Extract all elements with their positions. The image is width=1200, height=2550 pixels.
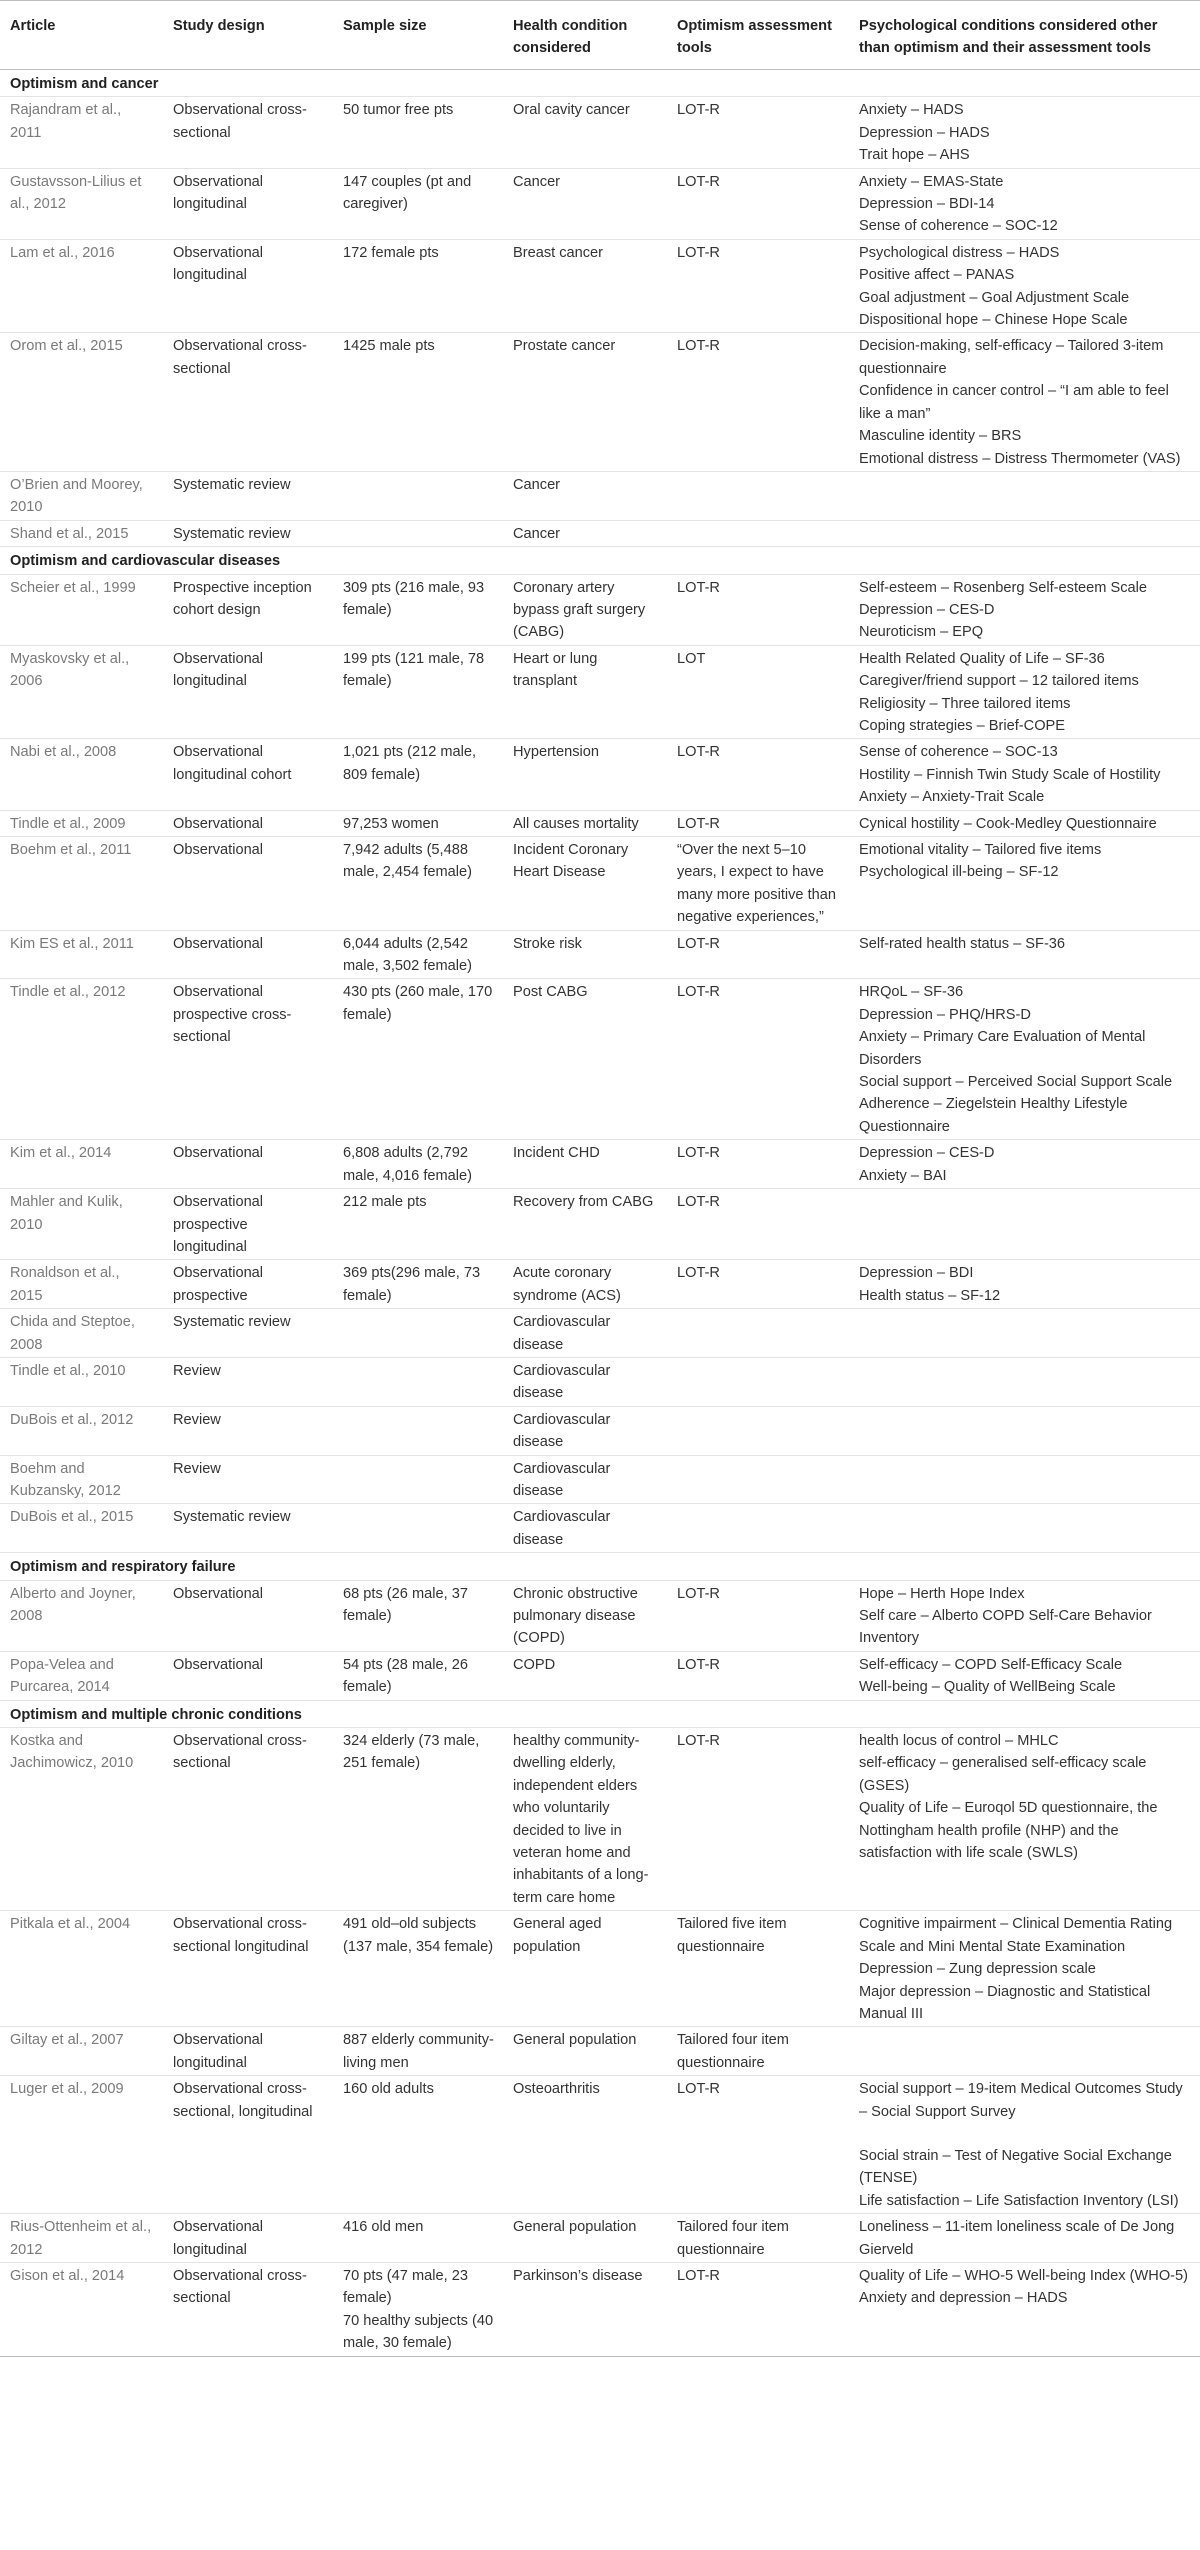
- cell-optimism-tool: LOT-R: [667, 333, 849, 471]
- table-row: [0, 1260, 1200, 1309]
- cell-health-condition: Chronic obstructive pulmonary disease (COPD): [503, 1580, 667, 1651]
- psych-item: Cognitive impairment – Clinical Dementia Rating Scale and Mini Mental State Examination: [859, 1916, 1173, 1955]
- cell-article: Scheier et al., 1999: [0, 574, 163, 645]
- cell-psychological-conditions: [849, 1580, 1200, 1651]
- header-row: [0, 1, 1200, 70]
- cell-article: Kim ES et al., 2011: [0, 930, 163, 979]
- cell-health-condition: Cancer: [503, 471, 667, 520]
- psych-item: Depression – CES-D: [859, 1145, 995, 1162]
- cell-optimism-tool: LOT-R: [667, 1580, 849, 1651]
- table-row: [0, 837, 1200, 931]
- cell-study-design: Observational cross-sectional: [163, 333, 333, 471]
- header-optimism-tools: Optimism assessment tools: [667, 1, 849, 70]
- cell-article: Pitkala et al., 2004: [0, 1911, 163, 2027]
- cell-study-design: Observational: [163, 810, 333, 836]
- psych-item: Religiosity – Three tailored items: [859, 695, 1071, 712]
- section-title: Optimism and cardiovascular diseases: [0, 547, 1200, 574]
- table-row: [0, 239, 1200, 333]
- cell-article: Rius-Ottenheim et al., 2012: [0, 2214, 163, 2263]
- cell-psychological-conditions: [849, 1309, 1200, 1358]
- cell-article: Tindle et al., 2010: [0, 1357, 163, 1406]
- table-row: [0, 1140, 1200, 1189]
- cell-optimism-tool: [667, 1357, 849, 1406]
- psych-item: health locus of control – MHLC: [859, 1733, 1059, 1750]
- cell-study-design: Observational cross-sectional: [163, 1728, 333, 1911]
- cell-sample-size: [333, 1309, 503, 1358]
- cell-article: Popa-Velea and Purcarea, 2014: [0, 1651, 163, 1700]
- cell-article: Ronaldson et al., 2015: [0, 1260, 163, 1309]
- header-article: Article: [0, 1, 163, 70]
- cell-sample-size: [333, 1504, 503, 1553]
- cell-health-condition: Cardiovascular disease: [503, 1406, 667, 1455]
- cell-article: Boehm and Kubzansky, 2012: [0, 1455, 163, 1504]
- psych-item: Health status – SF-12: [859, 1287, 1001, 1304]
- psych-item: Decision-making, self-efficacy – Tailored 3-item questionnaire: [859, 338, 1164, 377]
- cell-health-condition: Coronary artery bypass graft surgery (CABG): [503, 574, 667, 645]
- cell-sample-size: 1,021 pts (212 male, 809 female): [333, 739, 503, 810]
- cell-health-condition: Post CABG: [503, 979, 667, 1140]
- cell-health-condition: COPD: [503, 1651, 667, 1700]
- table-row: [0, 1189, 1200, 1260]
- cell-optimism-tool: LOT-R: [667, 239, 849, 333]
- cell-study-design: Observational cross-sectional: [163, 97, 333, 168]
- psych-item: self-efficacy – generalised self-efficacy scale (GSES): [859, 1755, 1147, 1794]
- cell-study-design: Observational prospective cross-sectional: [163, 979, 333, 1140]
- table-row: [0, 1728, 1200, 1911]
- table-row: [0, 168, 1200, 239]
- cell-psychological-conditions: [849, 333, 1200, 471]
- psych-item: Depression – CES-D: [859, 601, 995, 618]
- cell-study-design: Review: [163, 1357, 333, 1406]
- table-row: [0, 97, 1200, 168]
- cell-health-condition: All causes mortality: [503, 810, 667, 836]
- cell-study-design: Prospective inception cohort design: [163, 574, 333, 645]
- psych-item: Goal adjustment – Goal Adjustment Scale: [859, 289, 1130, 306]
- cell-study-design: Observational prospective: [163, 1260, 333, 1309]
- cell-psychological-conditions: [849, 2076, 1200, 2214]
- table-row: [0, 1580, 1200, 1651]
- cell-study-design: Observational prospective longitudinal: [163, 1189, 333, 1260]
- table-row: [0, 333, 1200, 471]
- cell-health-condition: General aged population: [503, 1911, 667, 2027]
- table-row: [0, 1504, 1200, 1553]
- section-title: Optimism and multiple chronic conditions: [0, 1700, 1200, 1727]
- cell-optimism-tool: LOT-R: [667, 168, 849, 239]
- cell-sample-size: 160 old adults: [333, 2076, 503, 2214]
- cell-optimism-tool: LOT-R: [667, 1728, 849, 1911]
- cell-article: Kim et al., 2014: [0, 1140, 163, 1189]
- cell-sample-size: 68 pts (26 male, 37 female): [333, 1580, 503, 1651]
- cell-sample-size: 324 elderly (73 male, 251 female): [333, 1728, 503, 1911]
- table-row: [0, 2076, 1200, 2214]
- psych-item: Loneliness – 11-item loneliness scale of De Jong Gierveld: [859, 2219, 1175, 2258]
- table-row: [0, 810, 1200, 836]
- psych-item: HRQoL – SF-36: [859, 984, 964, 1001]
- cell-optimism-tool: [667, 1504, 849, 1553]
- cell-article: Nabi et al., 2008: [0, 739, 163, 810]
- cell-psychological-conditions: [849, 979, 1200, 1140]
- cell-sample-size-line: 70 healthy subjects (40 male, 30 female): [343, 2312, 494, 2352]
- header-health-condition: Health condition considered: [503, 1, 667, 70]
- cell-study-design: Observational cross-sectional: [163, 2262, 333, 2356]
- cell-psychological-conditions: [849, 168, 1200, 239]
- cell-optimism-tool: [667, 520, 849, 546]
- header-psychological-conditions: Psychological conditions considered other than optimism and their assessment tools: [849, 1, 1200, 70]
- psych-item: Emotional distress – Distress Thermometer (VAS): [859, 450, 1181, 467]
- cell-psychological-conditions: [849, 1455, 1200, 1504]
- cell-article: Gustavsson-Lilius et al., 2012: [0, 168, 163, 239]
- psych-item: Depression – HADS: [859, 124, 990, 141]
- header-study-design: Study design: [163, 1, 333, 70]
- cell-sample-size: 212 male pts: [333, 1189, 503, 1260]
- cell-psychological-conditions: [849, 837, 1200, 931]
- cell-optimism-tool: LOT-R: [667, 97, 849, 168]
- cell-study-design: Review: [163, 1406, 333, 1455]
- cell-optimism-tool: LOT-R: [667, 979, 849, 1140]
- cell-psychological-conditions: [849, 930, 1200, 979]
- cell-psychological-conditions: [849, 2214, 1200, 2263]
- cell-sample-size-line: 70 pts (47 male, 23 female): [343, 2267, 468, 2307]
- cell-sample-size: 369 pts(296 male, 73 female): [333, 1260, 503, 1309]
- cell-psychological-conditions: [849, 471, 1200, 520]
- cell-sample-size: 6,044 adults (2,542 male, 3,502 female): [333, 930, 503, 979]
- psych-item: Social strain – Test of Negative Social Exchange (TENSE): [859, 2147, 1172, 2187]
- table-row: [0, 2027, 1200, 2076]
- psych-item: Anxiety – BAI: [859, 1167, 947, 1184]
- cell-optimism-tool: LOT-R: [667, 1140, 849, 1189]
- cell-article: DuBois et al., 2015: [0, 1504, 163, 1553]
- cell-study-design: Systematic review: [163, 520, 333, 546]
- psych-item: Depression – Zung depression scale: [859, 1961, 1096, 1978]
- cell-sample-size: 430 pts (260 male, 170 female): [333, 979, 503, 1140]
- cell-study-design: Observational: [163, 1580, 333, 1651]
- psych-item: Quality of Life – WHO-5 Well-being Index (WHO-5): [859, 2267, 1189, 2284]
- cell-sample-size: 887 elderly community-living men: [333, 2027, 503, 2076]
- cell-study-design: Observational longitudinal: [163, 168, 333, 239]
- cell-health-condition: Cancer: [503, 520, 667, 546]
- cell-health-condition: Cardiovascular disease: [503, 1455, 667, 1504]
- cell-psychological-conditions: [849, 520, 1200, 546]
- psych-item: Well-being – Quality of WellBeing Scale: [859, 1679, 1116, 1696]
- cell-health-condition: General population: [503, 2214, 667, 2263]
- cell-optimism-tool: Tailored five item questionnaire: [667, 1911, 849, 2027]
- section-row: [0, 547, 1200, 574]
- cell-article: Lam et al., 2016: [0, 239, 163, 333]
- cell-psychological-conditions: [849, 810, 1200, 836]
- psych-item: Social support – 19-item Medical Outcomes Study – Social Support Survey: [859, 2081, 1183, 2120]
- section-title: Optimism and cancer: [0, 70, 1200, 97]
- cell-article: Tindle et al., 2012: [0, 979, 163, 1140]
- cell-study-design: Observational: [163, 837, 333, 931]
- psych-item: Self-esteem – Rosenberg Self-esteem Scale: [859, 579, 1147, 596]
- cell-health-condition: Recovery from CABG: [503, 1189, 667, 1260]
- psych-item: Trait hope – AHS: [859, 147, 970, 164]
- cell-optimism-tool: [667, 1455, 849, 1504]
- cell-psychological-conditions: [849, 1357, 1200, 1406]
- cell-study-design: Observational longitudinal: [163, 645, 333, 739]
- cell-article: Kostka and Jachimowicz, 2010: [0, 1728, 163, 1911]
- psych-item: Self-rated health status – SF-36: [859, 935, 1066, 952]
- cell-sample-size: 491 old–old subjects (137 male, 354 female): [333, 1911, 503, 2027]
- psych-item: Anxiety – EMAS-State: [859, 173, 1004, 190]
- cell-sample-size: 54 pts (28 male, 26 female): [333, 1651, 503, 1700]
- psych-item: Sense of coherence – SOC-12: [859, 218, 1058, 235]
- cell-article: Gison et al., 2014: [0, 2262, 163, 2356]
- cell-optimism-tool: [667, 1309, 849, 1358]
- cell-health-condition: Acute coronary syndrome (ACS): [503, 1260, 667, 1309]
- table-row: [0, 645, 1200, 739]
- table-row: [0, 574, 1200, 645]
- cell-study-design: Systematic review: [163, 471, 333, 520]
- cell-health-condition: healthy community-dwelling elderly, independent elders who voluntarily decided to live in veteran home and inhabitants of a long-term care home: [503, 1728, 667, 1911]
- psych-item: Caregiver/friend support – 12 tailored items: [859, 673, 1139, 690]
- cell-article: Myaskovsky et al., 2006: [0, 645, 163, 739]
- cell-article: Chida and Steptoe, 2008: [0, 1309, 163, 1358]
- table-header: [0, 1, 1200, 70]
- table-row: [0, 2214, 1200, 2263]
- psych-item: Self-efficacy – COPD Self-Efficacy Scale: [859, 1656, 1123, 1673]
- table-row: [0, 1309, 1200, 1358]
- table-body: [0, 70, 1200, 2357]
- cell-sample-size: 1425 male pts: [333, 333, 503, 471]
- psych-item: Life satisfaction – Life Satisfaction Inventory (LSI): [859, 2192, 1179, 2209]
- psych-item: Psychological distress – HADS: [859, 244, 1060, 261]
- table-row: [0, 739, 1200, 810]
- cell-article: Giltay et al., 2007: [0, 2027, 163, 2076]
- cell-article: Luger et al., 2009: [0, 2076, 163, 2214]
- cell-optimism-tool: LOT-R: [667, 574, 849, 645]
- cell-sample-size: [333, 471, 503, 520]
- cell-health-condition: Hypertension: [503, 739, 667, 810]
- psych-item: Anxiety and depression – HADS: [859, 2290, 1068, 2307]
- cell-study-design: Systematic review: [163, 1309, 333, 1358]
- cell-psychological-conditions: [849, 2027, 1200, 2076]
- cell-health-condition: Cardiovascular disease: [503, 1309, 667, 1358]
- psych-item: Health Related Quality of Life – SF-36: [859, 650, 1105, 667]
- cell-article: Tindle et al., 2009: [0, 810, 163, 836]
- cell-sample-size: [333, 520, 503, 546]
- psych-item: Depression – BDI: [859, 1265, 974, 1282]
- table-row: [0, 1911, 1200, 2027]
- cell-study-design: Observational: [163, 1140, 333, 1189]
- cell-optimism-tool: LOT-R: [667, 930, 849, 979]
- cell-article: Boehm et al., 2011: [0, 837, 163, 931]
- cell-optimism-tool: LOT-R: [667, 1260, 849, 1309]
- cell-sample-size: [333, 1406, 503, 1455]
- cell-optimism-tool: [667, 471, 849, 520]
- psych-item: Neuroticism – EPQ: [859, 624, 984, 641]
- cell-article: DuBois et al., 2012: [0, 1406, 163, 1455]
- cell-study-design: Observational: [163, 930, 333, 979]
- cell-sample-size: [333, 2262, 503, 2356]
- cell-study-design: Observational longitudinal: [163, 2214, 333, 2263]
- cell-psychological-conditions: [849, 2262, 1200, 2356]
- cell-optimism-tool: LOT-R: [667, 2262, 849, 2356]
- cell-psychological-conditions: [849, 97, 1200, 168]
- cell-sample-size: 309 pts (216 male, 93 female): [333, 574, 503, 645]
- cell-psychological-conditions: [849, 1260, 1200, 1309]
- section-row: [0, 1553, 1200, 1580]
- cell-optimism-tool: LOT-R: [667, 1189, 849, 1260]
- cell-health-condition: Incident CHD: [503, 1140, 667, 1189]
- table-row: [0, 979, 1200, 1140]
- section-title: Optimism and respiratory failure: [0, 1553, 1200, 1580]
- cell-optimism-tool: LOT-R: [667, 1651, 849, 1700]
- section-row: [0, 1700, 1200, 1727]
- table-row: [0, 1651, 1200, 1700]
- cell-study-design: Observational: [163, 1651, 333, 1700]
- cell-study-design: Observational longitudinal cohort: [163, 739, 333, 810]
- cell-article: Orom et al., 2015: [0, 333, 163, 471]
- psych-item: Hope – Herth Hope Index: [859, 1585, 1025, 1602]
- cell-health-condition: Incident Coronary Heart Disease: [503, 837, 667, 931]
- psych-item: Coping strategies – Brief-COPE: [859, 717, 1066, 734]
- table-row: [0, 471, 1200, 520]
- psych-item: Depression – PHQ/HRS-D: [859, 1006, 1031, 1023]
- cell-psychological-conditions: [849, 1504, 1200, 1553]
- cell-study-design: Review: [163, 1455, 333, 1504]
- cell-optimism-tool: Tailored four item questionnaire: [667, 2214, 849, 2263]
- psych-item: Anxiety – HADS: [859, 102, 964, 119]
- cell-sample-size: 172 female pts: [333, 239, 503, 333]
- cell-psychological-conditions: [849, 1651, 1200, 1700]
- cell-psychological-conditions: [849, 1140, 1200, 1189]
- table-row: [0, 1406, 1200, 1455]
- cell-sample-size: 50 tumor free pts: [333, 97, 503, 168]
- cell-study-design: Observational longitudinal: [163, 239, 333, 333]
- cell-sample-size: 6,808 adults (2,792 male, 4,016 female): [333, 1140, 503, 1189]
- cell-sample-size: [333, 1455, 503, 1504]
- cell-optimism-tool: Tailored four item questionnaire: [667, 2027, 849, 2076]
- cell-sample-size: 147 couples (pt and caregiver): [333, 168, 503, 239]
- cell-health-condition: Cardiovascular disease: [503, 1357, 667, 1406]
- cell-optimism-tool: LOT-R: [667, 739, 849, 810]
- psych-item: Confidence in cancer control – “I am able to feel like a man”: [859, 383, 1169, 422]
- table-row: [0, 930, 1200, 979]
- cell-health-condition: Prostate cancer: [503, 333, 667, 471]
- cell-health-condition: Stroke risk: [503, 930, 667, 979]
- cell-psychological-conditions: [849, 645, 1200, 739]
- cell-health-condition: Cancer: [503, 168, 667, 239]
- cell-sample-size: 7,942 adults (5,488 male, 2,454 female): [333, 837, 503, 931]
- cell-health-condition: Parkinson’s disease: [503, 2262, 667, 2356]
- cell-article: Shand et al., 2015: [0, 520, 163, 546]
- psych-item: Depression – BDI-14: [859, 196, 995, 213]
- cell-sample-size: 97,253 women: [333, 810, 503, 836]
- psych-item: Masculine identity – BRS: [859, 428, 1022, 445]
- cell-health-condition: Breast cancer: [503, 239, 667, 333]
- cell-study-design: Observational cross-sectional, longitudinal: [163, 2076, 333, 2214]
- psych-item: Positive affect – PANAS: [859, 267, 1015, 284]
- cell-study-design: Observational longitudinal: [163, 2027, 333, 2076]
- cell-health-condition: General population: [503, 2027, 667, 2076]
- cell-psychological-conditions: [849, 1728, 1200, 1911]
- psych-item: Anxiety – Anxiety-Trait Scale: [859, 789, 1045, 806]
- cell-psychological-conditions: [849, 739, 1200, 810]
- cell-study-design: Systematic review: [163, 1504, 333, 1553]
- cell-sample-size: [333, 1357, 503, 1406]
- cell-psychological-conditions: [849, 239, 1200, 333]
- cell-article: Alberto and Joyner, 2008: [0, 1580, 163, 1651]
- cell-psychological-conditions: [849, 574, 1200, 645]
- psych-item: Hostility – Finnish Twin Study Scale of Hostility: [859, 766, 1161, 783]
- psych-item: Emotional vitality – Tailored five items: [859, 842, 1102, 858]
- psych-item: Dispositional hope – Chinese Hope Scale: [859, 312, 1128, 329]
- cell-sample-size: 199 pts (121 male, 78 female): [333, 645, 503, 739]
- cell-psychological-conditions: [849, 1911, 1200, 2027]
- psych-item: Social support – Perceived Social Support Scale: [859, 1074, 1173, 1091]
- cell-health-condition: Heart or lung transplant: [503, 645, 667, 739]
- psych-item: Psychological ill-being – SF-12: [859, 864, 1059, 881]
- table-row: [0, 1357, 1200, 1406]
- cell-sample-size: 416 old men: [333, 2214, 503, 2263]
- cell-health-condition: Cardiovascular disease: [503, 1504, 667, 1553]
- section-row: [0, 70, 1200, 97]
- table-row: [0, 1455, 1200, 1504]
- psych-item: Adherence – Ziegelstein Healthy Lifestyle Questionnaire: [859, 1096, 1128, 1135]
- table-row: [0, 2262, 1200, 2356]
- psych-item: Quality of Life – Euroqol 5D questionnaire, the Nottingham health profile (NHP) and the satisfaction with life scale (SWLS): [859, 1800, 1158, 1862]
- psych-item: Self care – Alberto COPD Self-Care Behavior Inventory: [859, 1608, 1152, 1647]
- psych-item: Anxiety – Primary Care Evaluation of Mental Disorders: [859, 1029, 1146, 1068]
- psych-item: Major depression – Diagnostic and Statistical Manual III: [859, 1983, 1151, 2022]
- psych-item: Sense of coherence – SOC-13: [859, 744, 1058, 761]
- table-row: [0, 520, 1200, 546]
- cell-psychological-conditions: [849, 1406, 1200, 1455]
- cell-psychological-conditions: [849, 1189, 1200, 1260]
- cell-article: Rajandram et al., 2011: [0, 97, 163, 168]
- cell-optimism-tool: “Over the next 5–10 years, I expect to have many more positive than negative experiences,”: [667, 837, 849, 931]
- psych-item: Cynical hostility – Cook-Medley Questionnaire: [859, 815, 1157, 832]
- cell-article: Mahler and Kulik, 2010: [0, 1189, 163, 1260]
- cell-article: O’Brien and Moorey, 2010: [0, 471, 163, 520]
- header-sample-size: Sample size: [333, 1, 503, 70]
- cell-optimism-tool: LOT-R: [667, 810, 849, 836]
- cell-study-design: Observational cross-sectional longitudinal: [163, 1911, 333, 2027]
- psych-spacer: [859, 2123, 1192, 2145]
- cell-health-condition: Oral cavity cancer: [503, 97, 667, 168]
- cell-optimism-tool: LOT: [667, 645, 849, 739]
- cell-health-condition: Osteoarthritis: [503, 2076, 667, 2214]
- cell-optimism-tool: LOT-R: [667, 2076, 849, 2214]
- cell-optimism-tool: [667, 1406, 849, 1455]
